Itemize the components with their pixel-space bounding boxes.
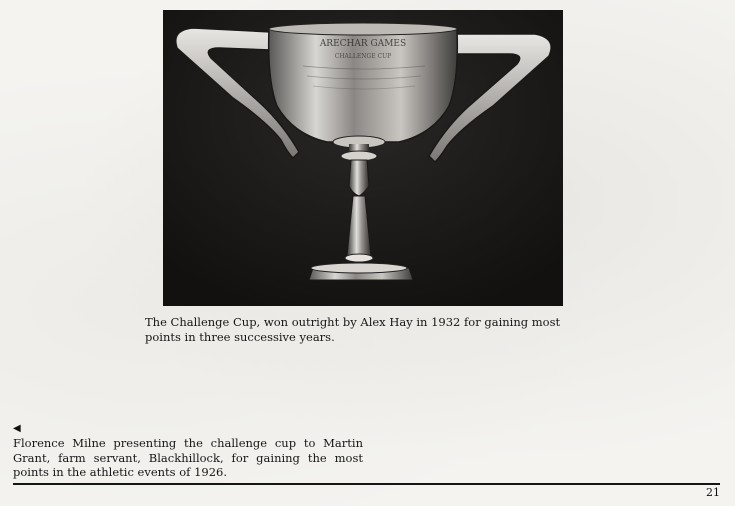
trophy-photo <box>163 10 563 306</box>
left-arrow-icon: ◀ <box>13 423 21 434</box>
page-number: 21 <box>706 486 720 499</box>
photo-caption: The Challenge Cup, won outright by Alex Hay in 1932 for gaining most points in three successive years. <box>145 315 561 344</box>
side-caption: Florence Milne presenting the challenge cup to Martin Grant, farm servant, Blackhillock, for gaining the most points in the athletic events of 1926. <box>13 436 363 479</box>
footer-rule <box>13 483 720 485</box>
engraving-subtitle: CHALLENGE CUP <box>334 53 392 60</box>
trophy-illustration <box>163 10 563 306</box>
engraving-title: ARECHAR GAMES <box>319 39 407 49</box>
cup-bowl <box>269 23 458 142</box>
